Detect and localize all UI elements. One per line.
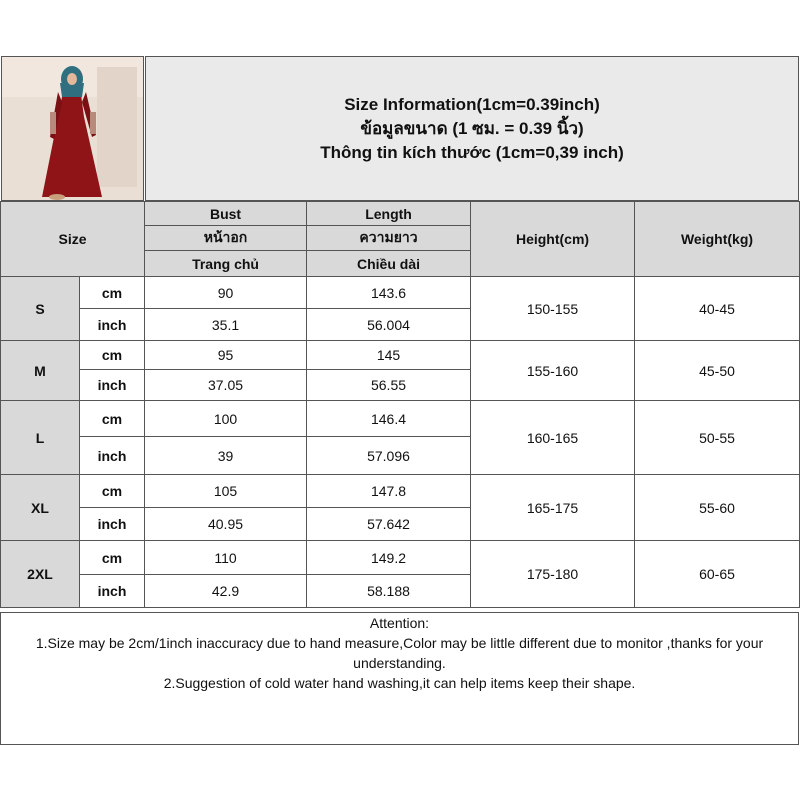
attention-line-2: 2.Suggestion of cold water hand washing,it can help items keep their shape. — [163, 675, 636, 691]
length-header-th: ความยาว — [307, 226, 471, 251]
size-header: Size — [1, 202, 145, 277]
product-photo — [1, 56, 144, 201]
bust-cm: 95 — [145, 341, 307, 370]
size-cell: XL — [1, 475, 80, 541]
height-range: 150-155 — [471, 277, 635, 341]
bust-header-vi: Trang chủ — [145, 251, 307, 277]
length-inch: 56.55 — [307, 370, 471, 401]
unit-inch: inch — [80, 575, 145, 608]
bust-inch: 39 — [145, 437, 307, 475]
title-english: Size Information(1cm=0.39inch) — [344, 94, 600, 114]
weight-range: 60-65 — [635, 541, 800, 608]
length-inch: 57.642 — [307, 508, 471, 541]
unit-inch: inch — [80, 370, 145, 401]
length-inch: 57.096 — [307, 437, 471, 475]
bust-cm: 105 — [145, 475, 307, 508]
height-range: 155-160 — [471, 341, 635, 401]
length-cm: 149.2 — [307, 541, 471, 575]
height-range: 160-165 — [471, 401, 635, 475]
bust-cm: 100 — [145, 401, 307, 437]
weight-range: 55-60 — [635, 475, 800, 541]
attention-heading: Attention: — [369, 615, 430, 631]
weight-range: 40-45 — [635, 277, 800, 341]
length-cm: 147.8 — [307, 475, 471, 508]
unit-cm: cm — [80, 475, 145, 508]
unit-cm: cm — [80, 277, 145, 309]
unit-cm: cm — [80, 341, 145, 370]
bust-inch: 35.1 — [145, 309, 307, 341]
length-inch: 56.004 — [307, 309, 471, 341]
height-header: Height(cm) — [471, 202, 635, 277]
table-row — [1, 475, 800, 508]
length-cm: 143.6 — [307, 277, 471, 309]
bust-cm: 110 — [145, 541, 307, 575]
size-cell: S — [1, 277, 80, 341]
height-range: 165-175 — [471, 475, 635, 541]
weight-header: Weight(kg) — [635, 202, 800, 277]
length-cm: 145 — [307, 341, 471, 370]
size-cell: L — [1, 401, 80, 475]
unit-inch: inch — [80, 437, 145, 475]
attention-line-1: 1.Size may be 2cm/1inch inaccuracy due to hand measure,Color may be little different due to monitor ,thanks for your understanding. — [35, 635, 764, 671]
height-range: 175-180 — [471, 541, 635, 608]
unit-cm: cm — [80, 401, 145, 437]
bust-inch: 42.9 — [145, 575, 307, 608]
table-row — [1, 341, 800, 370]
length-header-en: Length — [307, 202, 471, 226]
title-thai: ข้อมูลขนาด (1 ซม. = 0.39 นิ้ว) — [360, 118, 584, 138]
attention-note — [0, 612, 799, 745]
bust-header-en: Bust — [145, 202, 307, 226]
size-table — [0, 201, 800, 608]
weight-range: 50-55 — [635, 401, 800, 475]
size-cell: 2XL — [1, 541, 80, 608]
length-header-vi: Chiều dài — [307, 251, 471, 277]
table-row — [1, 401, 800, 437]
title-vietnamese: Thông tin kích thước (1cm=0,39 inch) — [320, 142, 624, 162]
unit-cm: cm — [80, 541, 145, 575]
length-cm: 146.4 — [307, 401, 471, 437]
unit-inch: inch — [80, 309, 145, 341]
bust-cm: 90 — [145, 277, 307, 309]
length-inch: 58.188 — [307, 575, 471, 608]
table-row — [1, 541, 800, 575]
bust-inch: 37.05 — [145, 370, 307, 401]
size-chart — [0, 55, 799, 745]
bust-header-th: หน้าอก — [145, 226, 307, 251]
model-in-dress-image — [2, 57, 143, 200]
unit-inch: inch — [80, 508, 145, 541]
weight-range: 45-50 — [635, 341, 800, 401]
table-row — [1, 277, 800, 309]
bust-inch: 40.95 — [145, 508, 307, 541]
size-information-title — [145, 56, 799, 201]
size-cell: M — [1, 341, 80, 401]
